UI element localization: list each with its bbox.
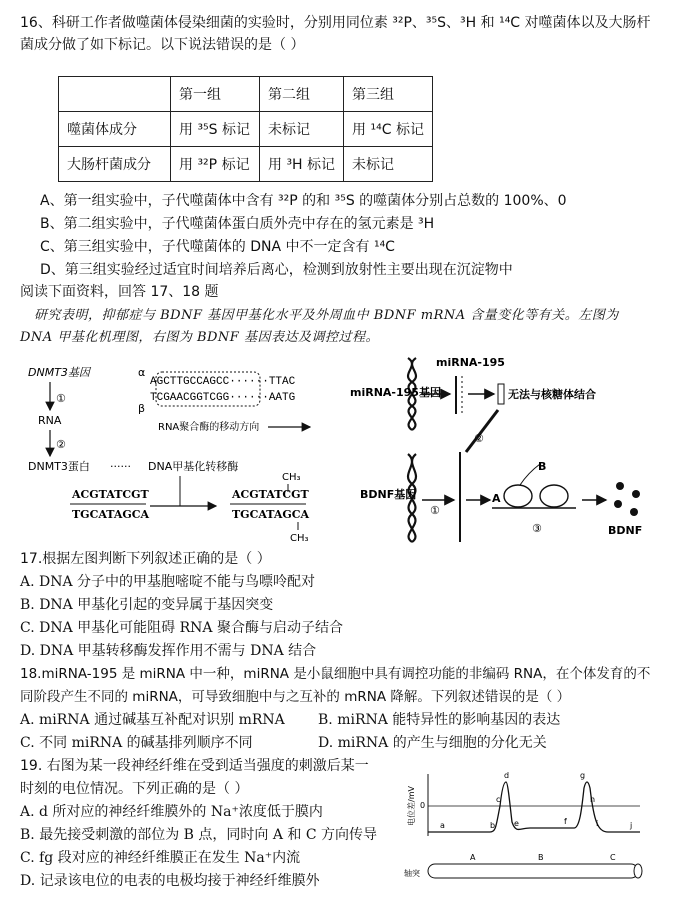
q19-stem-line2: 时刻的电位情况。下列正确的是（ ） xyxy=(20,781,249,797)
step-1-label: ① xyxy=(56,392,66,405)
table-row xyxy=(59,147,433,182)
axon-label: 轴突 xyxy=(404,869,420,878)
q16-option-b: B、第二组实验中，子代噬菌体蛋白质外壳中存在的氢元素是 ³H xyxy=(40,216,435,232)
q18-option-d: D. miRNA 的产生与细胞的分化无关 xyxy=(318,735,547,751)
bdnf-molecule xyxy=(614,500,622,508)
q16-stem-line2: 菌成分做了如下标记。以下说法错误的是（ ） xyxy=(20,37,305,53)
step-2-label: ② xyxy=(56,438,66,451)
zero-label: 0 xyxy=(420,801,426,810)
rna-label: RNA xyxy=(38,414,62,427)
bdnf-regulation-diagram xyxy=(350,352,680,548)
point-b: b xyxy=(490,821,496,830)
q17-option-a: A. DNA 分子中的甲基胞嘧啶不能与鸟嘌呤配对 xyxy=(20,574,316,590)
q16-option-a: A、第一组实验中，子代噬菌体中含有 ³²P 的和 ³⁵S 的噬菌体分别占总数的 100%、0 xyxy=(40,193,567,209)
table-cell: 未标记 xyxy=(260,112,344,147)
table-cell: 用 ¹⁴C 标记 xyxy=(344,112,433,147)
table-row xyxy=(59,77,433,112)
reading-handwritten-line1: 研究表明，抑郁症与 BDNF 基因甲基化水平及外周血中 BDNF mRNA 含量变化等有关。左图为 xyxy=(34,308,619,323)
q16-table xyxy=(58,76,433,182)
mirna-195-label: miRNA-195 xyxy=(436,356,505,369)
point-d: d xyxy=(504,771,510,780)
polymerase-direction-label: RNA聚合酶的移动方向 xyxy=(158,422,260,433)
point-c: c xyxy=(496,795,501,804)
q18-option-c: C. 不同 miRNA 的碱基排列顺序不同 xyxy=(20,735,253,751)
reading-handwritten-line2: DNA 甲基化机理图，右图为 BDNF 基因表达及调控过程。 xyxy=(20,330,379,345)
bdnf-product-label: BDNF xyxy=(608,524,643,537)
potential-curve xyxy=(428,782,640,832)
beta-strand-label: β xyxy=(138,402,146,415)
point-a: a xyxy=(440,821,445,830)
q16-option-d: D、第三组实验经过适宜时间培养后离心，检测到放射性主要出现在沉淀物中 xyxy=(40,262,513,278)
bdnf-gene-label: BDNF基因 xyxy=(360,488,417,501)
ellipsis: ······ xyxy=(110,460,131,473)
seq-before-bottom: TGCATAGCA xyxy=(72,508,150,521)
q17-option-c: C. DNA 甲基化可能阻碍 RNA 聚合酶与启动子结合 xyxy=(20,620,343,636)
ribosome-1 xyxy=(504,485,532,507)
fiber-label-c: C xyxy=(610,853,616,862)
ch3-bottom-label: CH₃ xyxy=(290,533,309,544)
table-cell: 第一组 xyxy=(171,77,260,112)
dnmt3-protein-label: DNMT3蛋白 xyxy=(28,460,90,473)
point-j: j xyxy=(630,821,633,830)
ribosome-2 xyxy=(540,485,568,507)
axon-end xyxy=(634,864,642,878)
q16-stem-line1: 16、科研工作者做噬菌体侵染细菌的实验时，分别用同位素 ³²P、³⁵S、³H 和 ¹⁴C 对噬菌体以及大肠杆 xyxy=(20,15,651,31)
binding-arrow xyxy=(466,410,498,452)
label-a: A xyxy=(492,492,501,505)
nerve-potential-figure xyxy=(404,766,650,894)
table-cell: 第三组 xyxy=(344,77,433,112)
q16-option-c: C、第三组实验中，子代噬菌体的 DNA 中不一定含有 ¹⁴C xyxy=(40,239,395,255)
dnmt3-gene-label: DNMT3基因 xyxy=(28,366,90,379)
point-f: f xyxy=(564,817,567,826)
reading-intro: 阅读下面资料，回答 17、18 题 xyxy=(20,284,219,300)
q19-option-c: C. fg 段对应的神经纤维膜正在发生 Na⁺内流 xyxy=(20,850,301,866)
table-row xyxy=(59,112,433,147)
q19-stem-line1: 19. 右图为某一段神经纤维在受到适当强度的刺激后某一 xyxy=(20,758,369,774)
point-h: h xyxy=(590,795,596,804)
fiber-label-b: B xyxy=(538,853,544,862)
mirna-gene-label: miRNA-195基因 xyxy=(350,386,441,399)
table-cell xyxy=(59,77,171,112)
table-cell: 未标记 xyxy=(344,147,433,182)
strand-beta-sequence: TCGAACGGTCGG······AATG xyxy=(150,392,296,404)
bdnf-molecule xyxy=(616,482,624,490)
q17-stem: 17.根据左图判断下列叙述正确的是（ ） xyxy=(20,551,271,567)
ch3-top-label: CH₃ xyxy=(282,472,301,483)
point-g: g xyxy=(580,771,586,780)
no-ribosome-binding-label: 无法与核糖体结合 xyxy=(508,388,596,401)
table-cell: 第二组 xyxy=(260,77,344,112)
bdnf-molecule xyxy=(630,508,638,516)
polypeptide-chain xyxy=(520,464,540,485)
table-cell: 用 ³²P 标记 xyxy=(171,147,260,182)
table-cell: 噬菌体成分 xyxy=(59,112,171,147)
seq-before-top: ACGTATCGT xyxy=(72,488,149,501)
table-cell: 用 ³H 标记 xyxy=(260,147,344,182)
table-cell: 大肠杆菌成分 xyxy=(59,147,171,182)
bdnf-molecule xyxy=(632,490,640,498)
y-axis-label: 电位差/mV xyxy=(407,786,416,826)
point-e: e xyxy=(514,819,519,828)
q17-option-b: B. DNA 甲基化引起的变异属于基因突变 xyxy=(20,597,274,613)
q19-option-a: A. d 所对应的神经纤维膜外的 Na⁺浓度低于膜内 xyxy=(20,804,323,820)
q19-option-d: D. 记录该电位的电表的电极均接于神经纤维膜外 xyxy=(20,873,320,889)
q19-option-b: B. 最先接受刺激的部位为 B 点，同时向 A 和 C 方向传导 xyxy=(20,827,377,843)
alpha-strand-label: α xyxy=(138,366,146,379)
label-b: B xyxy=(538,460,547,473)
q18-option-b: B. miRNA 能特异性的影响基因的表达 xyxy=(318,712,561,728)
bracket xyxy=(498,384,504,404)
right-step-2-label: ② xyxy=(474,432,484,445)
seq-after-top: ACGTATCGT xyxy=(232,488,309,501)
point-i: i xyxy=(596,819,599,828)
q18-stem-line2: 同阶段产生不同的 miRNA，可导致细胞中与之互补的 mRNA 降解。下列叙述错误的是（ ） xyxy=(20,689,571,705)
methyltransferase-label: DNA甲基化转移酶 xyxy=(148,460,239,473)
q17-option-d: D. DNA 甲基转移酶发挥作用不需与 DNA 结合 xyxy=(20,643,317,659)
seq-after-bottom: TGCATAGCA xyxy=(232,508,310,521)
q18-option-a: A. miRNA 通过碱基互补配对识别 mRNA xyxy=(20,712,285,728)
strand-alpha-sequence: AGCTTGCCAGCC······TTAC xyxy=(150,376,296,388)
right-step-1-label: ① xyxy=(430,504,440,517)
dna-methylation-diagram xyxy=(20,358,350,548)
axon-fiber xyxy=(428,864,638,878)
right-step-3-label: ③ xyxy=(532,522,542,535)
q18-stem-line1: 18.miRNA-195 是 miRNA 中一种，miRNA 是小鼠细胞中具有调控功能的非编码 RNA，在个体发育的不 xyxy=(20,666,651,682)
fiber-label-a: A xyxy=(470,853,476,862)
table-cell: 用 ³⁵S 标记 xyxy=(171,112,260,147)
